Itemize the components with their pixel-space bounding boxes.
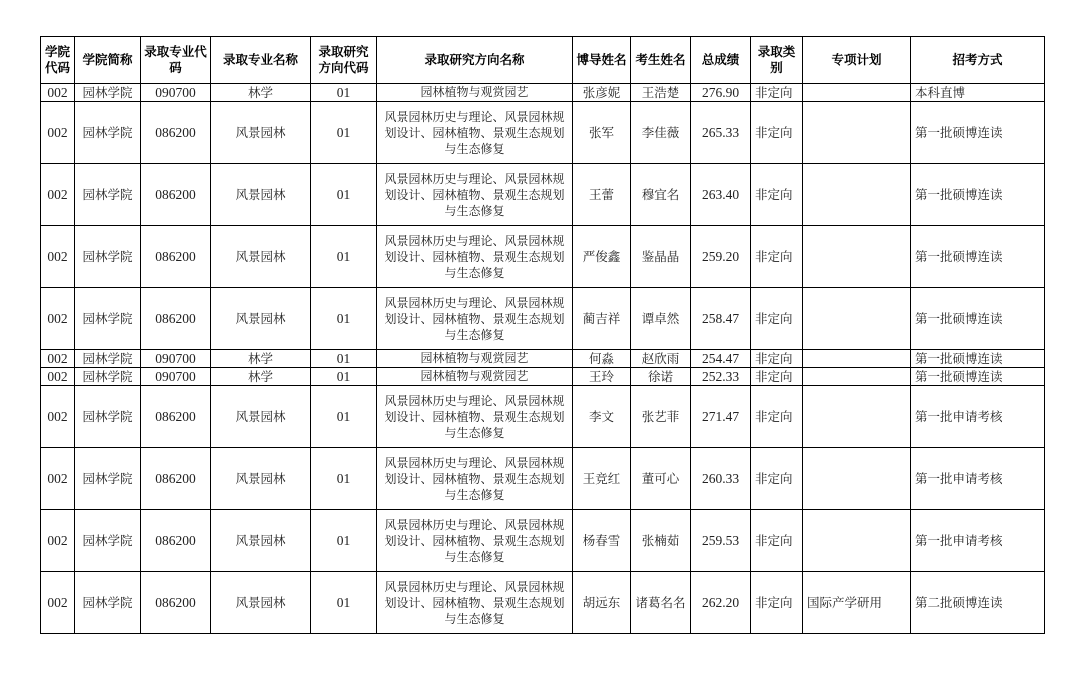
- major-code-cell: 090700: [141, 84, 211, 102]
- header-college-name: 学院简称: [75, 37, 141, 84]
- major-name-cell: 风景园林: [211, 102, 311, 164]
- total-score-cell: 263.40: [691, 164, 751, 226]
- special-plan-cell: [803, 350, 911, 368]
- admission-type-cell: 非定向: [751, 510, 803, 572]
- exam-method-cell: 本科直博: [911, 84, 1045, 102]
- student-name-cell: 李佳薇: [631, 102, 691, 164]
- direction-code-cell: 01: [311, 226, 377, 288]
- exam-method-cell: 第二批硕博连读: [911, 572, 1045, 634]
- college-name-cell: 园林学院: [75, 164, 141, 226]
- college-name-cell: 园林学院: [75, 102, 141, 164]
- direction-name-cell: 风景园林历史与理论、风景园林规划设计、园林植物、景观生态规划与生态修复: [377, 102, 573, 164]
- exam-method-cell: 第一批硕博连读: [911, 226, 1045, 288]
- direction-name-cell: 风景园林历史与理论、风景园林规划设计、园林植物、景观生态规划与生态修复: [377, 288, 573, 350]
- college-name-cell: 园林学院: [75, 368, 141, 386]
- student-name-cell: 鉴晶晶: [631, 226, 691, 288]
- college-name-cell: 园林学院: [75, 448, 141, 510]
- total-score-cell: 259.53: [691, 510, 751, 572]
- supervisor-cell: 杨春雪: [573, 510, 631, 572]
- direction-name-cell: 园林植物与观赏园艺: [377, 84, 573, 102]
- direction-code-cell: 01: [311, 102, 377, 164]
- supervisor-cell: 蔺吉祥: [573, 288, 631, 350]
- student-name-cell: 董可心: [631, 448, 691, 510]
- direction-code-cell: 01: [311, 386, 377, 448]
- major-name-cell: 风景园林: [211, 164, 311, 226]
- header-admission-type: 录取类别: [751, 37, 803, 84]
- major-code-cell: 086200: [141, 288, 211, 350]
- direction-code-cell: 01: [311, 84, 377, 102]
- table-row: [41, 102, 1045, 164]
- direction-code-cell: 01: [311, 572, 377, 634]
- major-code-cell: 086200: [141, 510, 211, 572]
- direction-name-cell: 风景园林历史与理论、风景园林规划设计、园林植物、景观生态规划与生态修复: [377, 572, 573, 634]
- college-name-cell: 园林学院: [75, 510, 141, 572]
- major-code-cell: 090700: [141, 350, 211, 368]
- major-code-cell: 086200: [141, 572, 211, 634]
- table-header-row: [41, 37, 1045, 84]
- college-code-cell: 002: [41, 288, 75, 350]
- total-score-cell: 252.33: [691, 368, 751, 386]
- exam-method-cell: 第一批硕博连读: [911, 288, 1045, 350]
- major-name-cell: 风景园林: [211, 448, 311, 510]
- special-plan-cell: [803, 288, 911, 350]
- special-plan-cell: [803, 448, 911, 510]
- student-name-cell: 穆宜名: [631, 164, 691, 226]
- special-plan-cell: 国际产学研用: [803, 572, 911, 634]
- exam-method-cell: 第一批申请考核: [911, 510, 1045, 572]
- admission-type-cell: 非定向: [751, 368, 803, 386]
- direction-name-cell: 风景园林历史与理论、风景园林规划设计、园林植物、景观生态规划与生态修复: [377, 448, 573, 510]
- header-student-name: 考生姓名: [631, 37, 691, 84]
- student-name-cell: 赵欣雨: [631, 350, 691, 368]
- major-name-cell: 林学: [211, 350, 311, 368]
- exam-method-cell: 第一批申请考核: [911, 386, 1045, 448]
- header-major-name: 录取专业名称: [211, 37, 311, 84]
- college-code-cell: 002: [41, 164, 75, 226]
- direction-code-cell: 01: [311, 164, 377, 226]
- table-row: [41, 386, 1045, 448]
- major-code-cell: 086200: [141, 164, 211, 226]
- college-code-cell: 002: [41, 84, 75, 102]
- admission-type-cell: 非定向: [751, 448, 803, 510]
- college-code-cell: 002: [41, 226, 75, 288]
- header-exam-method: 招考方式: [911, 37, 1045, 84]
- admission-type-cell: 非定向: [751, 288, 803, 350]
- direction-code-cell: 01: [311, 510, 377, 572]
- college-code-cell: 002: [41, 572, 75, 634]
- major-code-cell: 086200: [141, 448, 211, 510]
- major-code-cell: 086200: [141, 226, 211, 288]
- header-supervisor: 博导姓名: [573, 37, 631, 84]
- student-name-cell: 谭卓然: [631, 288, 691, 350]
- admission-type-cell: 非定向: [751, 84, 803, 102]
- admission-table: [40, 36, 1045, 634]
- college-name-cell: 园林学院: [75, 226, 141, 288]
- total-score-cell: 276.90: [691, 84, 751, 102]
- total-score-cell: 259.20: [691, 226, 751, 288]
- college-name-cell: 园林学院: [75, 572, 141, 634]
- direction-name-cell: 风景园林历史与理论、风景园林规划设计、园林植物、景观生态规划与生态修复: [377, 386, 573, 448]
- supervisor-cell: 王竞红: [573, 448, 631, 510]
- direction-name-cell: 园林植物与观赏园艺: [377, 368, 573, 386]
- total-score-cell: 260.33: [691, 448, 751, 510]
- major-code-cell: 086200: [141, 386, 211, 448]
- college-code-cell: 002: [41, 448, 75, 510]
- direction-name-cell: 风景园林历史与理论、风景园林规划设计、园林植物、景观生态规划与生态修复: [377, 510, 573, 572]
- exam-method-cell: 第一批申请考核: [911, 448, 1045, 510]
- college-name-cell: 园林学院: [75, 288, 141, 350]
- table-row: [41, 226, 1045, 288]
- admission-type-cell: 非定向: [751, 226, 803, 288]
- special-plan-cell: [803, 368, 911, 386]
- special-plan-cell: [803, 386, 911, 448]
- table-row: [41, 84, 1045, 102]
- special-plan-cell: [803, 84, 911, 102]
- header-college-code: 学院代码: [41, 37, 75, 84]
- major-code-cell: 090700: [141, 368, 211, 386]
- direction-name-cell: 园林植物与观赏园艺: [377, 350, 573, 368]
- table-row: [41, 572, 1045, 634]
- exam-method-cell: 第一批硕博连读: [911, 350, 1045, 368]
- supervisor-cell: 李文: [573, 386, 631, 448]
- college-name-cell: 园林学院: [75, 386, 141, 448]
- admission-table-container: [40, 36, 1045, 634]
- table-body: [41, 84, 1045, 634]
- supervisor-cell: 何淼: [573, 350, 631, 368]
- special-plan-cell: [803, 102, 911, 164]
- major-name-cell: 风景园林: [211, 572, 311, 634]
- major-name-cell: 风景园林: [211, 226, 311, 288]
- admission-type-cell: 非定向: [751, 572, 803, 634]
- student-name-cell: 王浩楚: [631, 84, 691, 102]
- college-code-cell: 002: [41, 368, 75, 386]
- supervisor-cell: 胡远东: [573, 572, 631, 634]
- total-score-cell: 262.20: [691, 572, 751, 634]
- special-plan-cell: [803, 164, 911, 226]
- direction-code-cell: 01: [311, 350, 377, 368]
- table-row: [41, 288, 1045, 350]
- major-name-cell: 风景园林: [211, 288, 311, 350]
- direction-code-cell: 01: [311, 368, 377, 386]
- student-name-cell: 张楠茹: [631, 510, 691, 572]
- header-special-plan: 专项计划: [803, 37, 911, 84]
- table-row: [41, 164, 1045, 226]
- supervisor-cell: 张军: [573, 102, 631, 164]
- major-name-cell: 风景园林: [211, 386, 311, 448]
- total-score-cell: 271.47: [691, 386, 751, 448]
- supervisor-cell: 王蕾: [573, 164, 631, 226]
- admission-type-cell: 非定向: [751, 102, 803, 164]
- header-total-score: 总成绩: [691, 37, 751, 84]
- total-score-cell: 258.47: [691, 288, 751, 350]
- supervisor-cell: 王玲: [573, 368, 631, 386]
- header-major-code: 录取专业代码: [141, 37, 211, 84]
- table-row: [41, 368, 1045, 386]
- student-name-cell: 诸葛名名: [631, 572, 691, 634]
- total-score-cell: 254.47: [691, 350, 751, 368]
- exam-method-cell: 第一批硕博连读: [911, 164, 1045, 226]
- college-name-cell: 园林学院: [75, 84, 141, 102]
- supervisor-cell: 严俊鑫: [573, 226, 631, 288]
- admission-type-cell: 非定向: [751, 386, 803, 448]
- exam-method-cell: 第一批硕博连读: [911, 102, 1045, 164]
- direction-code-cell: 01: [311, 288, 377, 350]
- direction-name-cell: 风景园林历史与理论、风景园林规划设计、园林植物、景观生态规划与生态修复: [377, 164, 573, 226]
- student-name-cell: 张艺菲: [631, 386, 691, 448]
- college-name-cell: 园林学院: [75, 350, 141, 368]
- admission-type-cell: 非定向: [751, 164, 803, 226]
- major-name-cell: 林学: [211, 84, 311, 102]
- college-code-cell: 002: [41, 386, 75, 448]
- table-row: [41, 510, 1045, 572]
- header-direction-code: 录取研究方向代码: [311, 37, 377, 84]
- college-code-cell: 002: [41, 350, 75, 368]
- special-plan-cell: [803, 226, 911, 288]
- college-code-cell: 002: [41, 102, 75, 164]
- student-name-cell: 徐诺: [631, 368, 691, 386]
- header-direction-name: 录取研究方向名称: [377, 37, 573, 84]
- table-row: [41, 350, 1045, 368]
- table-row: [41, 448, 1045, 510]
- direction-code-cell: 01: [311, 448, 377, 510]
- special-plan-cell: [803, 510, 911, 572]
- major-code-cell: 086200: [141, 102, 211, 164]
- college-code-cell: 002: [41, 510, 75, 572]
- supervisor-cell: 张彦妮: [573, 84, 631, 102]
- direction-name-cell: 风景园林历史与理论、风景园林规划设计、园林植物、景观生态规划与生态修复: [377, 226, 573, 288]
- total-score-cell: 265.33: [691, 102, 751, 164]
- exam-method-cell: 第一批硕博连读: [911, 368, 1045, 386]
- major-name-cell: 林学: [211, 368, 311, 386]
- major-name-cell: 风景园林: [211, 510, 311, 572]
- admission-type-cell: 非定向: [751, 350, 803, 368]
